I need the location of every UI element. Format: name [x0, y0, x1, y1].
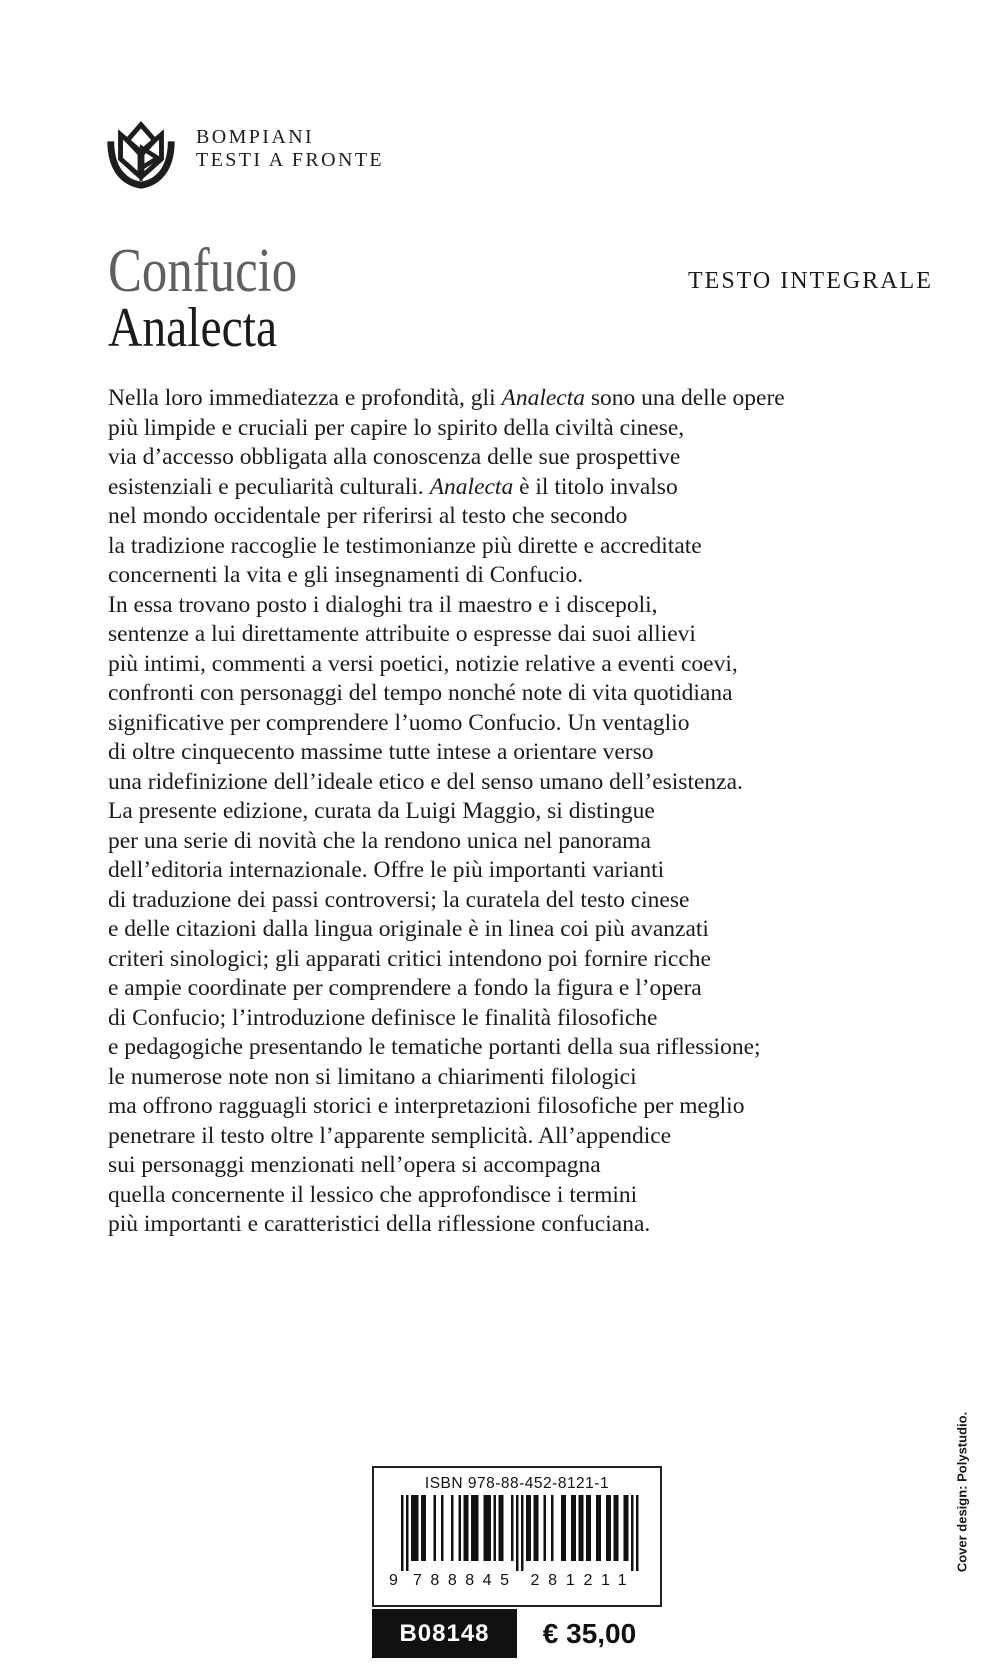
publisher-brand	[100, 114, 384, 194]
blurb-line: dell’editoria internazionale. Offre le più importanti varianti	[108, 857, 665, 883]
blurb-line: concernenti la vita e gli insegnamenti di Confucio.	[108, 562, 584, 588]
edition-note: TESTO INTEGRALE	[688, 268, 933, 294]
publisher-name	[196, 126, 384, 172]
isbn-label: ISBN 978-88-452-8121-1	[424, 1475, 610, 1492]
blurb-line: significative per comprendere l’uomo Confucio. Un ventaglio	[108, 709, 690, 736]
bompiani-flower-icon	[100, 114, 182, 194]
price-strip	[372, 1609, 662, 1658]
book-title: Analecta	[108, 297, 278, 359]
publisher-line1: BOMPIANI	[196, 126, 315, 148]
svg-text:9: 9	[389, 1572, 398, 1589]
svg-text:788845: 788845	[413, 1572, 509, 1589]
svg-text:281211: 281211	[530, 1572, 627, 1589]
blurb-line: sentenze a lui direttamente attribuite o espresse dai suoi allievi	[108, 621, 696, 647]
publisher-code-badge: B08148	[372, 1609, 517, 1658]
blurb-line: la tradizione raccoglie le testimonianze più dirette e accreditate	[108, 532, 702, 559]
blurb-line: Nella loro immediatezza e profondità, gli Analecta sono una delle opere	[108, 385, 785, 411]
blurb-line: e delle citazioni dalla lingua originale è in linea coi più avanzati	[108, 916, 709, 942]
blurb-line: e ampie coordinate per comprendere a fondo la figura e l’opera	[108, 975, 702, 1001]
blurb-line: confronti con personaggi del tempo nonché note di vita quotidiana	[108, 680, 733, 706]
blurb-line: più intimi, commenti a versi poetici, notizie relative a eventi coevi,	[108, 650, 738, 677]
blurb-line: di Confucio; l’introduzione definisce le finalità filosofiche	[108, 1004, 658, 1031]
author-name: Confucio	[108, 237, 298, 305]
blurb-line: quella concernente il lessico che approfondisce i termini	[108, 1181, 638, 1208]
blurb-line: via d’accesso obbligata alla conoscenza delle sue prospettive	[108, 444, 681, 470]
blurb-line: sui personaggi menzionati nell’opera si accompagna	[108, 1152, 601, 1178]
blurb-text	[108, 384, 938, 1240]
ean-barcode	[389, 1495, 645, 1591]
blurb-line: più importanti e caratteristici della riflessione confuciana.	[108, 1211, 651, 1237]
blurb-line: La presente edizione, curata da Luigi Maggio, si distingue	[108, 798, 655, 824]
blurb-line: ma offrono ragguagli storici e interpretazioni filosofiche per meglio	[108, 1093, 745, 1119]
blurb-line: In essa trovano posto i dialoghi tra il maestro e i discepoli,	[108, 591, 658, 618]
cover-design-credit: Cover design: Polystudio.	[954, 1411, 970, 1573]
publisher-line2: TESTI A FRONTE	[196, 149, 385, 171]
blurb-line: nel mondo occidentale per riferirsi al testo che secondo	[108, 503, 628, 529]
blurb-line: le numerose note non si limitano a chiarimenti filologici	[108, 1063, 637, 1090]
blurb-line: di oltre cinquecento massime tutte intese a orientare verso	[108, 739, 654, 765]
price-label: € 35,00	[517, 1609, 662, 1658]
blurb-line: penetrare il testo oltre l’apparente semplicità. All’appendice	[108, 1122, 672, 1149]
blurb-line: per una serie di novità che la rendono unica nel panorama	[108, 827, 651, 854]
blurb-line: più limpide e cruciali per capire lo spirito della civiltà cinese,	[108, 414, 685, 441]
isbn-barcode-block	[372, 1466, 662, 1607]
blurb-line: e pedagogiche presentando le tematiche portanti della sua riflessione;	[108, 1034, 761, 1060]
blurb-line: una ridefinizione dell’ideale etico e del senso umano dell’esistenza.	[108, 768, 743, 795]
blurb-line: esistenziali e peculiarità culturali. Analecta è il titolo invalso	[108, 473, 678, 500]
blurb-line: di traduzione dei passi controversi; la curatela del testo cinese	[108, 886, 690, 913]
blurb-line: criteri sinologici; gli apparati critici intendono poi fornire ricche	[108, 945, 711, 972]
